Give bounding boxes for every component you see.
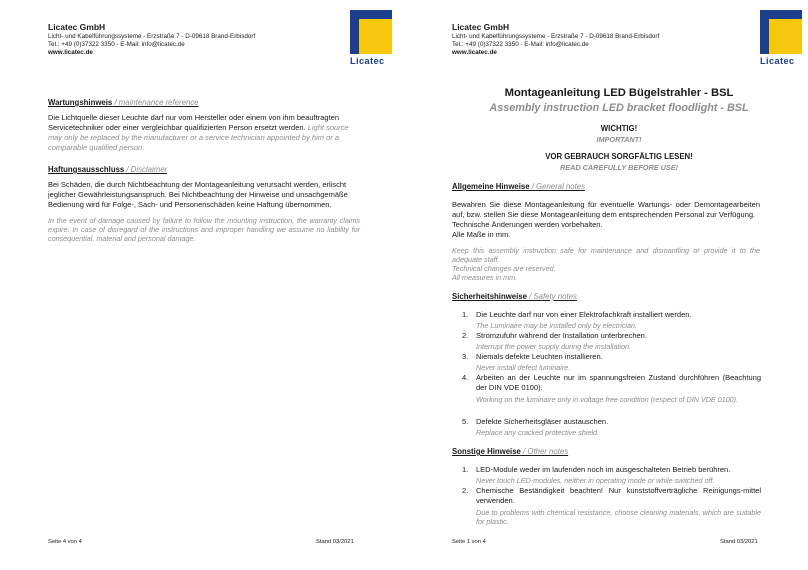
other-item-text: Chemische Beständigkeit beachten! Nur kunststoffverträgliche Reinigungs-mittel verwenden.	[476, 486, 761, 505]
general-notes-text-en: Keep this assembly instruction safe for maintenance and dismantling or provide it to the adequate staff. Technical changes are reserved. All measures in mm.	[452, 246, 760, 282]
other-item-text-en: Due to problems with chemical resistance, choose cleaning materials, which are suitable for plastic.	[476, 508, 761, 526]
company-contact: Tel.: +49 (0)37322 3350 - E-Mail: info@licatec.de	[48, 41, 185, 48]
right-footer-status: Stand 03/2021	[720, 539, 758, 545]
other-notes-heading: Sonstige Hinweise / Other notes	[452, 447, 569, 456]
other-item-text: LED-Module weder im laufenden noch im ausgeschalteten Betrieb berühren.	[476, 465, 731, 474]
safety-item-text: Defekte Sicherheitsgläser austauschen.	[476, 417, 609, 426]
disclaimer-heading: Haftungsausschluss / Disclaimer	[48, 165, 168, 174]
right-footer-page: Seite 1 von 4	[452, 539, 486, 545]
safety-item-text: Arbeiten an der Leuchte nur im spannungsfreien Zustand durchführen (Beachtung der DIN VDE 0100).	[476, 373, 761, 392]
company-name: Licatec GmbH	[452, 22, 510, 32]
company-address: Licht- und Kabelführungssysteme - Erzstraße 7 - D-09618 Brand-Erbisdorf	[48, 33, 256, 40]
left-footer-status: Stand 03/2021	[316, 539, 354, 545]
safety-item-text-en: The Luminaire may be installed only by electrician.	[476, 321, 637, 330]
safety-item-number: 1.	[462, 310, 469, 319]
general-notes-text-de: Bewahren Sie diese Montageanleitung für eventuelle Wartungs- oder Demontagearbeiten auf, bzw. stellen Sie diese Montageanleitung dem entsprechenden Personal zur Verfügung. Technische Änderungen werden vorbehalten. Alle Maße in mm.	[452, 200, 760, 239]
safety-item-number: 5.	[462, 417, 469, 426]
safety-item-text-en: Interrupt the power supply during the installation.	[476, 342, 632, 351]
safety-item-text: Stromzufuhr während der Installation unterbrechen.	[476, 331, 647, 340]
company-address: Licht- und Kabelführungssysteme - Erzstraße 7 - D-09618 Brand-Erbisdorf	[452, 33, 660, 40]
company-name: Licatec GmbH	[48, 22, 106, 32]
read-carefully-en: READ CAREFULLY BEFORE USE!	[559, 163, 679, 172]
warning-de: WICHTIG!	[600, 124, 638, 133]
warning-en: IMPORTANT!	[596, 135, 642, 144]
document-title: Montageanleitung LED Bügelstrahler - BSL	[504, 87, 734, 99]
other-item-number: 2.	[462, 486, 469, 495]
safety-item-number: 4.	[462, 373, 469, 382]
safety-item-text: Niemals defekte Leuchten installieren.	[476, 352, 603, 361]
licatec-logo: Licatec	[760, 10, 802, 65]
disclaimer-text-en: In the event of damage caused by failure to follow the mounting instruction, the warranty claims expire. In case of disregard of the instructions and improper handling we assume no liability for consequential, material and personal damage.	[48, 216, 360, 243]
disclaimer-text-de: Bei Schäden, die durch Nichtbeachtung der Montageanleitung verursacht werden, erlischt jeglicher Gewährleistungsanspruch. Bei Nichtbeachtung der Hinweise und unsachgemäße Bedienung wird für Folge-, Sach- und Personenschäden keine Haftung übernommen.	[48, 180, 348, 209]
left-footer-page: Seite 4 von 4	[48, 539, 82, 545]
safety-item-text-en: Never install defect luminaire.	[476, 363, 571, 372]
other-item-number: 1.	[462, 465, 469, 474]
safety-item-number: 3.	[462, 352, 469, 361]
safety-item-number: 2.	[462, 331, 469, 340]
other-item-text-en: Never touch LED-modules, neither in operating mode or while switched off.	[476, 476, 715, 485]
company-website[interactable]: www.licatec.de	[452, 49, 497, 56]
safety-item-text-en: Working on the luminaire only in voltage free condition (respect of DIN VDE 0100).	[476, 395, 739, 404]
maintenance-heading: Wartungshinweis / maintenance reference	[48, 98, 199, 107]
safety-item-text-en: Replace any cracked protective shield.	[476, 428, 600, 437]
company-website[interactable]: www.licatec.de	[48, 49, 93, 56]
document-subtitle: Assembly instruction LED bracket floodlight - BSL	[489, 102, 749, 114]
maintenance-text: Die Lichtquelle dieser Leuchte darf nur vom Hersteller oder einem von ihm beauftragten Servicetechniker oder einer vergleichbar qualifizierten Person ersetzt werden. Light source may only be replaced by the manufacturer or a service technician appointed by him or a comparable qualified person.	[48, 113, 349, 152]
read-carefully-de: VOR GEBRAUCH SORGFÄLTIG LESEN!	[545, 152, 693, 161]
licatec-logo: Licatec	[350, 10, 392, 65]
general-notes-heading: Allgemeine Hinweise / General notes	[452, 182, 586, 191]
company-contact: Tel.: +49 (0)37322 3350 - E-Mail: info@licatec.de	[452, 41, 589, 48]
safety-item-text: Die Leuchte darf nur von einer Elektrofachkraft installiert werden.	[476, 310, 692, 319]
safety-notes-heading: Sicherheitshinweise / Safety notes	[452, 292, 577, 301]
